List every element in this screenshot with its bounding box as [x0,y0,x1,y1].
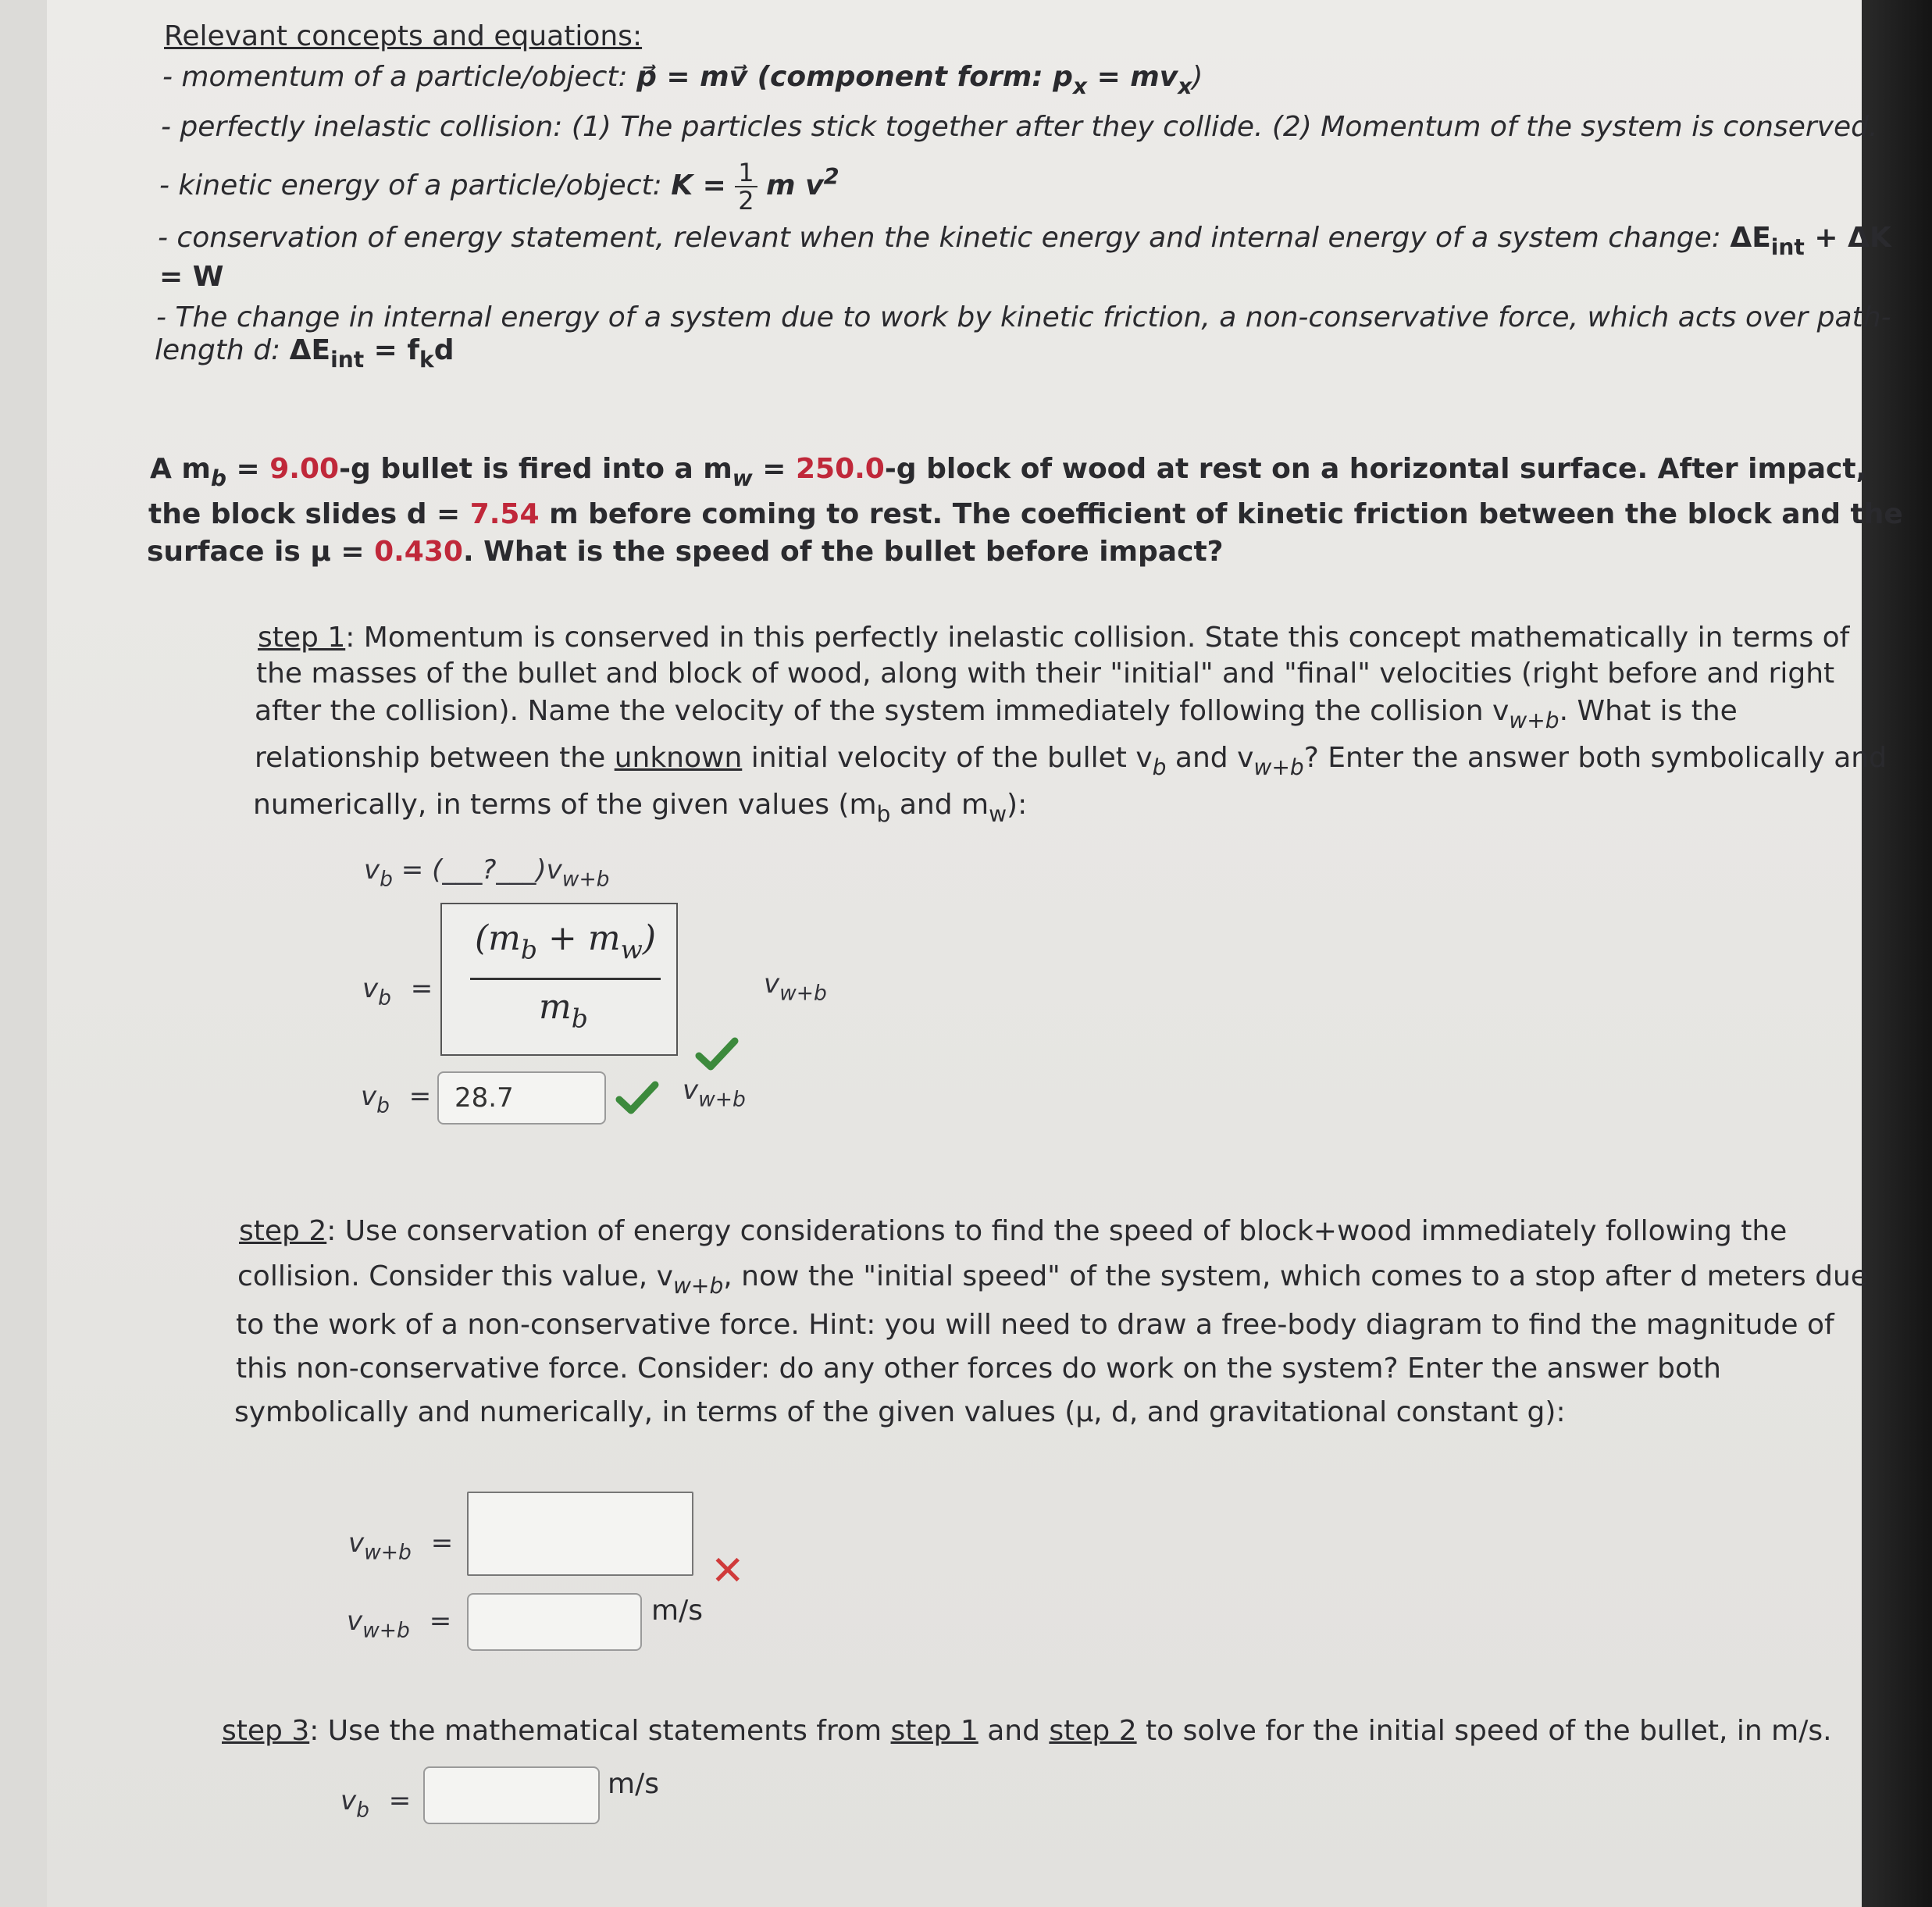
step3-text-b: and [978,1715,1050,1747]
conservation-eq-a: ΔE [1730,222,1771,254]
problem-sub-w: w [732,465,753,491]
step1-text1: : Momentum is conserved in this perfectly inelastic collision. State this concept mathematically in terms of [345,622,1850,654]
concept-inelastic: - perfectly inelastic collision: (1) The particles stick together after they collide. (2) Momentum of the system is conserved. [161,111,1878,143]
num-sub-w: w [620,934,643,965]
problem-p2: = [226,453,270,485]
momentum-equation: p⃗ = mv⃗ (component form: p [636,61,1073,93]
step1-text5a: numerically, in terms of the given values (m [253,789,877,821]
problem-sub-b: b [210,465,227,491]
step2-sym-sub: w+b [364,1540,412,1565]
conservation-eq-c [159,261,223,293]
num-close: ) [642,918,656,958]
step1-sub-wb2: w+b [1253,754,1304,780]
block-mass-value: 250.0 [795,453,885,485]
step2-line2 [237,1260,1868,1299]
step2-unit: m/s [651,1595,703,1627]
concept-conservation [158,222,1891,260]
friction-eq-b: = f [364,334,420,366]
fraction-bar [470,978,661,980]
symbolic-lhs-sub: b [378,986,391,1011]
step2-line4: this non-conservative force. Consider: do any other forces do work on the system? Enter the answer both [236,1353,1721,1385]
step2-line5: symbolically and numerically, in terms of the given values (μ, d, and gravitational constant g): [234,1396,1566,1428]
numeric-rhs [683,1075,746,1111]
step1-line2: the masses of the bullet and block of wood, along with their "initial" and "final" velocities (right before and right [256,658,1835,690]
problem-p9: . What is the speed of the bullet before impact? [462,536,1224,568]
step3-label: step 3 [222,1715,310,1747]
kinetic-k: K = [671,169,726,201]
template-lhs-sub: b [380,867,393,892]
step1-text5b: and m [890,789,989,821]
step2-sub-wb: w+b [672,1272,724,1299]
step2-numeric-lhs [347,1606,451,1642]
step1-text5c: ): [1007,789,1028,821]
step3-answer-input[interactable] [423,1766,600,1824]
step3-line [222,1715,1832,1747]
conservation-text: - conservation of energy statement, relevant when the kinetic energy and internal energy of a system change: [158,222,1721,254]
concept-friction-line2 [155,334,454,372]
step2-line3: to the work of a non-conservative force. Hint: you will need to draw a free-body diagram to find the magnitude of [236,1309,1834,1341]
numeric-rhs-v: v [683,1075,699,1106]
friction-length: length d: [155,334,281,366]
problem-p5: -g block of wood at rest on a horizontal surface. After impact, [884,453,1867,485]
problem-line1 [150,453,1866,491]
kinetic-numerator: 1 [735,159,757,187]
x-icon: ✕ [711,1548,745,1595]
step1-numeric-lhs [361,1081,431,1117]
step3-link-step1[interactable]: step 1 [890,1715,978,1747]
friction-coefficient-value: 0.430 [374,536,463,568]
numeric-lhs-sub: b [376,1093,390,1118]
momentum-sub-x2: x [1178,73,1192,99]
step2-text1: : Use conservation of energy considerations to find the speed of block+wood immediately following the [326,1215,1788,1247]
step3-lhs-v: v [340,1785,357,1816]
step2-sym-v: v [348,1527,365,1559]
step1-text3-end: . What is the [1559,695,1738,727]
kinetic-fraction [735,159,757,214]
step3-unit: m/s [608,1768,659,1800]
symbolic-rhs-sub: w+b [779,981,827,1006]
step2-num-v: v [347,1606,363,1637]
numeric-lhs-v: v [361,1081,377,1112]
problem-line3 [147,536,1224,568]
step1-line1 [258,622,1849,654]
distance-value: 7.54 [469,498,540,530]
friction-eq-d: d [433,334,454,366]
friction-eq-sub: int [330,346,365,372]
step1-unknown: unknown [614,742,743,774]
momentum-end: ) [1192,61,1203,93]
step1-sub-wb: w+b [1509,707,1560,733]
step2-text2b: , now the "initial speed" of the system, which comes to a stop after d meters due [723,1260,1868,1292]
step1-text4c: and v [1166,742,1254,774]
step2-sym-equals: = [430,1527,454,1559]
step2-num-equals: = [429,1606,452,1637]
num-open-mb: (m [475,918,521,958]
step3-lhs [340,1785,411,1822]
problem-p4: = [752,453,796,485]
step1-sub-mw: w [989,800,1007,827]
symbolic-lhs-v: v [362,973,379,1004]
momentum-sub-x: x [1072,73,1088,99]
step1-symbolic-lhs [362,973,433,1010]
symbolic-equals: = [410,973,433,1004]
template-lhs: v [364,854,380,886]
step1-text3: after the collision). Name the velocity of the system immediately following the collision v [255,695,1510,727]
step1-sub-b: b [1152,754,1167,780]
step3-lhs-sub: b [356,1798,369,1823]
momentum-mid: = mv [1087,61,1178,93]
step2-line1 [239,1215,1787,1247]
momentum-label: - momentum of a particle/object: [162,61,628,93]
friction-eq-a: ΔE [289,334,331,366]
step1-line3 [255,695,1738,733]
kinetic-label: - kinetic energy of a particle/object: [159,169,662,201]
bullet-mass-value: 9.00 [269,453,340,485]
fraction-numerator [475,918,656,965]
friction-eq-sub-k: k [419,346,434,372]
problem-p7: m before coming to rest. The coefficient of kinetic friction between the block and the [539,498,1903,530]
template-sub: w+b [561,867,610,892]
step3-text-c: to solve for the initial speed of the bullet, in m/s. [1136,1715,1832,1747]
den-m: m [539,987,572,1027]
num-sub-b: b [520,934,538,965]
conservation-equals-w: = W [159,261,224,293]
step3-text-a: : Use the mathematical statements from [309,1715,891,1747]
kinetic-denominator: 2 [738,186,754,216]
step2-symbolic-input[interactable] [467,1492,693,1576]
step3-link-step2[interactable]: step 2 [1049,1715,1137,1747]
template-mid: = (___?___)v [392,854,562,886]
kinetic-mv: m v [766,169,824,201]
problem-line2 [148,498,1903,530]
step1-template [364,854,610,891]
step1-line5 [253,789,1027,827]
problem-p8: surface is μ = [147,536,375,568]
kinetic-square: 2 [823,163,839,190]
step1-text4a: relationship between the [255,742,615,774]
step1-text4b: initial velocity of the bullet v [742,742,1153,774]
numeric-rhs-sub: w+b [698,1087,746,1112]
concept-kinetic [159,159,839,214]
problem-p3: -g bullet is fired into a m [339,453,733,485]
step2-label: step 2 [239,1215,327,1247]
numeric-answer-input[interactable] [437,1071,606,1125]
numeric-equals: = [408,1081,432,1112]
check-icon [615,1079,659,1117]
symbolic-rhs-v: v [764,968,780,1000]
step1-line4 [255,742,1887,780]
step2-symbolic-lhs [348,1527,453,1564]
den-sub-b: b [571,1003,588,1034]
concept-friction-line1: - The change in internal energy of a system due to work by kinetic friction, a non-conservative force, which acts over path- [156,301,1891,333]
step2-numeric-input[interactable] [467,1593,642,1651]
step3-equals: = [388,1785,412,1816]
concepts-title-text: Relevant concepts and equations: [164,20,643,52]
step2-text2a: collision. Consider this value, v [237,1260,673,1292]
step1-sub-mb: b [876,800,891,827]
concepts-title [164,20,642,52]
problem-p1: A m [150,453,211,485]
numeric-answer-value: 28.7 [454,1082,514,1114]
concept-momentum [162,61,1203,99]
num-plus-mw: + m [537,918,621,958]
step1-label: step 1 [258,622,346,654]
conservation-eq-sub: int [1770,233,1805,260]
symbolic-answer-box[interactable] [440,903,678,1056]
worksheet-page [47,0,1874,1907]
check-icon [695,1035,739,1073]
step2-num-sub: w+b [362,1618,410,1643]
problem-p6: the block slides d = [148,498,470,530]
step1-text4d: ? Enter the answer both symbolically and [1303,742,1887,774]
conservation-eq-b: + ΔK [1804,222,1891,254]
symbolic-rhs [764,968,827,1005]
screen-edge [1862,0,1932,1907]
fraction-denominator [539,987,588,1034]
